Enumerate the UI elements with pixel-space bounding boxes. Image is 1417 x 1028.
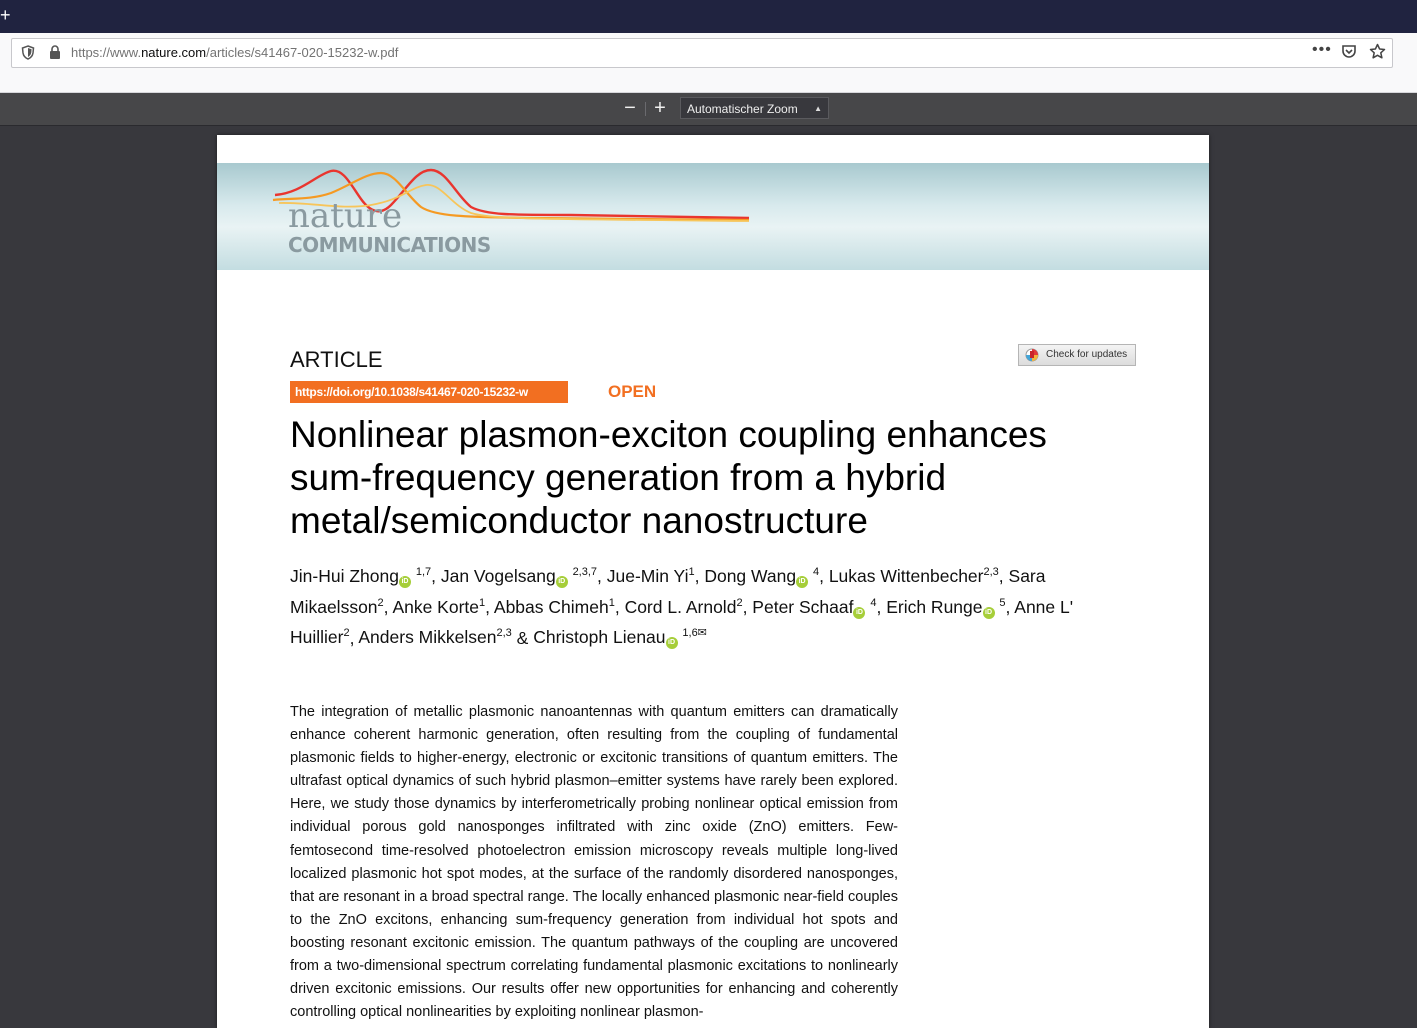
author-name[interactable]: Jue-Min Yi [606, 565, 689, 586]
author-name[interactable]: Christoph Lienau [533, 627, 666, 648]
open-access-label: OPEN [608, 382, 657, 401]
author-entry [704, 566, 819, 586]
author-entry [625, 597, 743, 617]
browser-nav-bar [0, 33, 1417, 93]
bookmark-star-icon[interactable] [1369, 43, 1386, 65]
zoom-select-value: Automatischer Zoom [687, 102, 798, 116]
journal-logo-communications: COMMUNICATIONS [288, 233, 491, 257]
zoom-select[interactable] [680, 97, 829, 119]
address-bar[interactable] [11, 38, 1393, 68]
lock-icon[interactable] [49, 45, 61, 64]
author-entry [752, 597, 876, 617]
author-affiliation: 2,3,7 [572, 566, 598, 578]
pdf-toolbar [0, 93, 1417, 126]
author-list: Jin-Hui Zhong iD $^{1,7}$, Jan Vogelsang iD $^{2,3,7}$, Jue-Min Yi$^1$, Dong Wang iD $^4$, Lukas Wittenbecher$^{2,3}$, Sara Mikaelsson$^2$, Anke Korte$^1$, Abbas Chimeh$^1$, Cord L. Arnold$^2$, Peter Schaaf iD $^4$, Erich Runge iD $^5$, Anne L' Huillier$^2$, Anders Mikkelsen$^{2,3}$ & Christoph Lienau iD $^{1,6✉}$ [290, 565, 1074, 648]
author-affiliation: 2 [377, 596, 384, 609]
toolbar-separator [645, 102, 646, 116]
author-affiliation: 2 [736, 596, 743, 609]
orcid-icon[interactable]: iD [556, 576, 568, 588]
url-text[interactable]: https://www.nature.com/articles/s41467-020-15232-w.pdf [71, 45, 399, 60]
zoom-out-button[interactable]: − [624, 97, 636, 119]
author-name[interactable]: Lukas Wittenbecher [828, 565, 984, 586]
author-name[interactable]: Jan Vogelsang [440, 565, 556, 586]
article-title: Nonlinear plasmon-exciton coupling enhances sum-frequency generation from a hybrid metal/semiconductor nanostructure [290, 414, 1047, 541]
pdf-page [217, 135, 1209, 1028]
author-entry [886, 597, 1005, 617]
author-affiliation: 1,6✉ [682, 627, 707, 640]
article-type-label: ARTICLE [290, 347, 383, 372]
author-entry [829, 566, 999, 586]
author-affiliation: 1 [688, 566, 695, 578]
zoom-in-button[interactable]: + [654, 97, 666, 119]
author-affiliation: 4 [870, 596, 877, 609]
doi-link[interactable]: https://doi.org/10.1038/s41467-020-15232-w [290, 381, 568, 403]
author-name[interactable]: Peter Schaaf [752, 596, 854, 617]
author-name[interactable]: Erich Runge [886, 596, 983, 617]
author-entry [441, 566, 597, 586]
abstract-text: The integration of metallic plasmonic nanoantennas with quantum emitters can dramatically enhance coherent harmonic generation, often resulting from the coupling of fundamental plasmonic fields to higher-energy, electronic or excitonic transitions of quantum emitters. The ultrafast optical dynamics of such hybrid plasmon–emitter systems have rarely been explored. Here, we study those dynamics by interferometrically probing nonlinear optical emission from individual porous gold nanosponges infiltrated with zinc oxide (ZnO) emitters. Few-femtosecond time-resolved photoelectron emission microscopy reveals multiple long-lived localized plasmonic hot spot modes, at the surface of the randomly disordered nanosponges, that are resonant in a broad spectral range. The locally enhanced plasmonic near-field couples to the ZnO excitons, enhancing sum-frequency generation from individual hot spots and boosting resonant excitonic emission. The quantum pathways of the coupling are uncovered from a two-dimensional spectrum correlating fundamental plasmonic excitations to nonlinearly driven excitonic emissions. Our results offer new opportunities for enhancing and coherently controlling optical nonlinearities by exploiting nonlinear plasmon- [290, 704, 898, 1021]
orcid-icon[interactable]: iD [399, 576, 411, 588]
check-updates-icon [1025, 348, 1039, 370]
author-affiliation: 2,3 [983, 566, 999, 578]
select-arrow-icon: ▲ [814, 104, 822, 113]
check-for-updates-button[interactable] [1018, 344, 1136, 366]
author-name[interactable]: Jin-Hui Zhong [290, 565, 399, 586]
author-entry [607, 566, 695, 586]
author-affiliation: 1,7 [415, 566, 432, 578]
author-affiliation: 5 [999, 596, 1006, 609]
author-entry [533, 627, 707, 647]
author-name[interactable]: Sara Mikaelsson [290, 565, 1046, 617]
tracking-shield-icon[interactable] [21, 45, 35, 65]
browser-title-bar [0, 0, 1417, 33]
author-affiliation: 4 [812, 566, 820, 578]
author-affiliation: 1 [608, 596, 615, 609]
new-tab-icon[interactable]: + [0, 5, 11, 25]
journal-banner [217, 163, 1209, 270]
author-name[interactable]: Anne L' Huillier [290, 596, 1074, 648]
pocket-icon[interactable] [1341, 44, 1357, 65]
author-entry [358, 627, 511, 647]
author-name[interactable]: Dong Wang [704, 565, 797, 586]
author-affiliation: 2 [343, 627, 350, 640]
author-name[interactable]: Abbas Chimeh [493, 596, 609, 617]
orcid-icon[interactable]: iD [983, 607, 995, 619]
author-name[interactable]: Cord L. Arnold [624, 596, 737, 617]
orcid-icon[interactable]: iD [853, 607, 865, 619]
author-affiliation: 1 [479, 596, 486, 609]
author-entry [392, 597, 485, 617]
check-updates-label: Check for updates [1046, 349, 1128, 360]
journal-logo-nature: nature [288, 196, 403, 236]
author-entry [290, 566, 431, 586]
author-name[interactable]: Anke Korte [392, 596, 480, 617]
author-entry [494, 597, 615, 617]
orcid-icon[interactable]: iD [666, 637, 678, 649]
page-actions-icon[interactable]: ••• [1312, 41, 1332, 58]
orcid-icon[interactable]: iD [796, 576, 808, 588]
author-name[interactable]: Anders Mikkelsen [358, 627, 497, 648]
author-affiliation: 2,3 [496, 627, 512, 640]
